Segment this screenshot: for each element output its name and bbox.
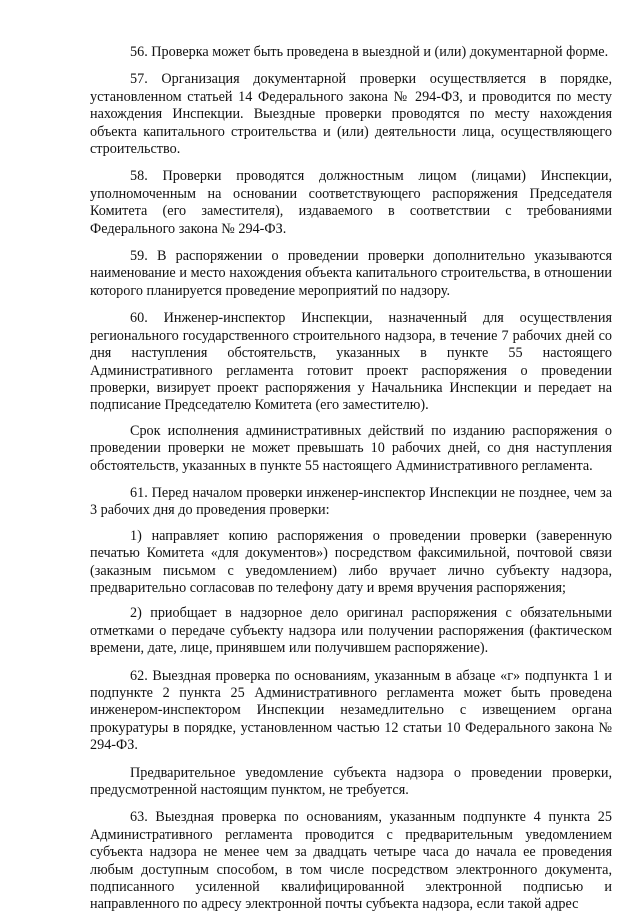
paragraph-62-note: Предварительное уведомление субъекта надзора о проведении проверки, предусмотренной настоящим пунктом, не требуется. xyxy=(90,764,612,799)
paragraph-60-deadline: Срок исполнения административных действий по изданию распоряжения о проведении проверки не может превышать 10 рабочих дней, со дня наступления обстоятельств, указанных в пункте 55 настоящего Административного регламента. xyxy=(90,422,612,474)
paragraph-61: 61. Перед началом проверки инженер-инспектор Инспекции не позднее, чем за 3 рабочих дня до проведения проверки: xyxy=(90,484,612,519)
paragraph-57: 57. Организация документарной проверки осуществляется в порядке, установленном статьей 14 Федерального закона № 294-ФЗ, и проводится по месту нахождения Инспекции. Выездные проверки проводятся по месту нахождения объекта капитального строительства и (или) деятельности лица, осуществляющего строительство. xyxy=(90,71,612,158)
paragraph-58: 58. Проверки проводятся должностным лицом (лицами) Инспекции, уполномоченным на основании соответствующего распоряжения Председателя Комитета (его заместителя), издаваемого в соответствии с требованиями Федерального закона № 294-ФЗ. xyxy=(90,168,612,237)
paragraph-61-item-1: 1) направляет копию распоряжения о проведении проверки (заверенную печатью Комитета «для документов») посредством факсимильной, почтовой связи (заказным письмом с уведомлением) либо вручает лично субъекту надзора, предварительно согласовав по телефону дату и время вручения распоряжения; xyxy=(90,527,612,596)
paragraph-62: 62. Выездная проверка по основаниям, указанным в абзаце «г» подпункта 1 и подпункте 2 пункта 25 Административного регламента может быть проведена инженером-инспектором Инспекции незамедлительно с извещением органа прокуратуры в порядке, установленном частью 12 статьи 10 Федерального закона № 294-ФЗ. xyxy=(90,667,612,754)
paragraph-63: 63. Выездная проверка по основаниям, указанным подпункте 4 пункта 25 Административного регламента проводится с предварительным уведомлением субъекта надзора не менее чем за двадцать четыре часа до начала ее проведения любым доступным способом, в том числе посредством электронного документа, подписанного усиленной квалифицированной электронной подписью и направленного по адресу электронной почты субъекта надзора, если такой адрес xyxy=(90,809,612,913)
paragraph-61-item-2: 2) приобщает в надзорное дело оригинал распоряжения с обязательными отметками о передаче субъекту надзора или получении распоряжения (фактическом времени, дате, лице, принявшем или получившем распоряжение). xyxy=(90,605,612,657)
paragraph-56: 56. Проверка может быть проведена в выездной и (или) документарной форме. xyxy=(130,44,609,60)
paragraph-59: 59. В распоряжении о проведении проверки дополнительно указываются наименование и место нахождения объекта капитального строительства, в отношении которого планируется проведение мероприятий по надзору. xyxy=(90,248,612,299)
paragraph-60: 60. Инженер-инспектор Инспекции, назначенный для осуществления регионального государственного строительного надзора, в течение 7 рабочих дней со дня наступления обстоятельств, указанных в пункте 55 настоящего Административного регламента готовит проект распоряжения о проведении проверки, визирует проект распоряжения у Начальника Инспекции и передает на подписание Председателю Комитета (его заместителю). xyxy=(90,310,612,414)
